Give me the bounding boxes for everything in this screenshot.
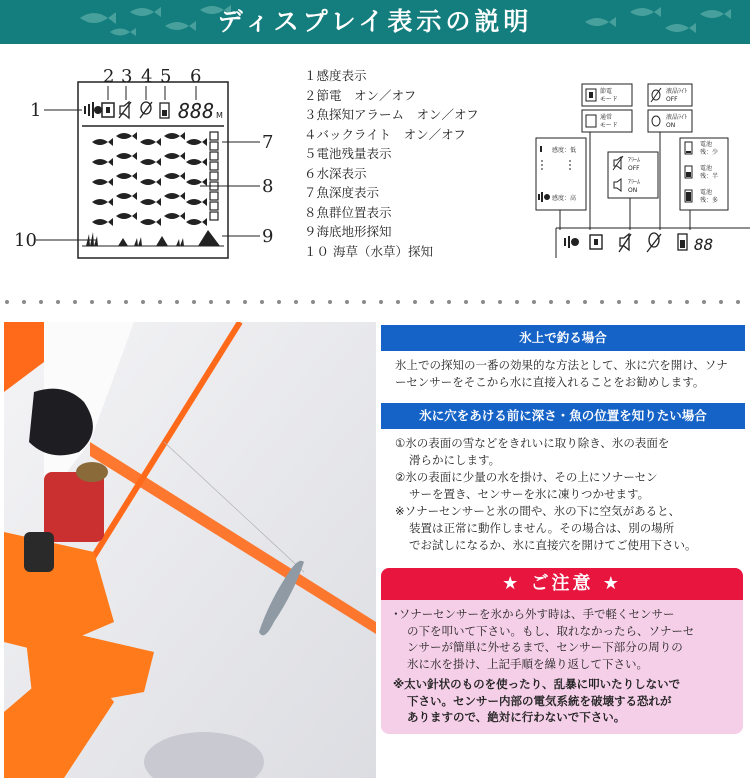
svg-text:節電: 節電: [600, 88, 613, 95]
svg-text:残：多: 残：多: [700, 197, 719, 204]
callout-8: 8: [262, 176, 274, 197]
legend-item: ８魚群位置表示: [304, 204, 392, 220]
lcd-display-diagram: [0, 60, 290, 275]
icon-status-diagram: [530, 80, 750, 265]
caution-warning: 下さい。センサー内部の電気系統を破壊する恐れが: [407, 693, 672, 708]
callout-5: 5: [160, 66, 172, 87]
caution-warning: ※太い針状のものを使ったり、乱暴に叩いたりしないで: [393, 677, 681, 691]
step-1-cont: 滑らかにします。: [409, 453, 501, 467]
note-cont-1: 装置は正常に動作しません。その場合は、別の場所: [409, 521, 675, 535]
caution-line: 氷に水を掛け、上記手順を繰り返して下さい。: [407, 656, 649, 671]
svg-text:通常: 通常: [600, 114, 613, 121]
svg-text:モード: モード: [600, 96, 618, 103]
caution-box: [381, 568, 743, 734]
callout-3: 3: [121, 66, 133, 87]
svg-text:電池: 電池: [700, 141, 713, 148]
step-2: ②氷の表面に少量の水を掛け、その上にソナーセン: [395, 470, 658, 484]
depth-readout: 888: [178, 99, 215, 123]
caution-title: ★ ご注意 ★: [381, 568, 743, 600]
legend-item: ７魚深度表示: [304, 185, 380, 200]
ice-fishing-photo: [4, 322, 376, 778]
caution-warning: ありますので、絶対に行わないで下さい。: [407, 710, 626, 724]
svg-text:ｱﾗｰﾑ: ｱﾗｰﾑ: [628, 157, 641, 164]
svg-text:感度：低: 感度：低: [552, 147, 577, 154]
svg-text:電池: 電池: [700, 165, 713, 172]
callout-1: 1: [30, 100, 42, 121]
note-cont-2: でお試しになるか、氷に直接穴を開けてご使用下さい。: [409, 538, 697, 552]
callout-4: 4: [141, 66, 153, 87]
legend-item: ６水深表示: [304, 165, 367, 181]
display-legend: [304, 66, 534, 261]
section-before-drilling-header: 氷に穴をあける前に深さ・魚の位置を知りたい場合: [381, 403, 745, 429]
svg-text:OFF: OFF: [628, 165, 640, 172]
callout-6: 6: [190, 66, 202, 87]
step-2-cont: サーを置き、センサーを氷に凍りつかせます。: [409, 487, 650, 501]
svg-text:電池: 電池: [700, 189, 713, 196]
svg-text:液晶ﾗｲﾄ: 液晶ﾗｲﾄ: [666, 88, 688, 95]
depth-unit: M: [216, 111, 223, 120]
legend-item: ４バックライト オン／オフ: [304, 126, 466, 142]
legend-item: ９海底地形探知: [304, 224, 392, 239]
svg-text:ON: ON: [628, 187, 638, 194]
note: ※ソナーセンサーと氷の間や、氷の下に空気があると、: [395, 504, 681, 518]
svg-text:残：半: 残：半: [700, 173, 719, 180]
callout-9: 9: [262, 226, 274, 247]
callout-2: 2: [103, 66, 115, 87]
caution-line: ンサーが簡単に外せるまで、センサー下部分の周りの: [407, 640, 683, 654]
section-ice-fishing-header: 氷上で釣る場合: [381, 325, 745, 351]
dotted-divider: [4, 299, 746, 305]
legend-item: ２節電 オン／オフ: [304, 87, 417, 103]
svg-text:ｱﾗｰﾑ: ｱﾗｰﾑ: [628, 179, 641, 186]
page-title: ディスプレイ表示の説明: [217, 7, 533, 36]
svg-text:88: 88: [694, 235, 714, 254]
legend-item: ３魚探知アラーム オン／オフ: [304, 107, 479, 122]
svg-text:ON: ON: [666, 122, 676, 129]
instructions-column: [381, 325, 745, 734]
caution-line: ･ソナーセンサーを氷から外す時は、手で軽くセンサー: [393, 607, 675, 621]
svg-text:液晶ﾗｲﾄ: 液晶ﾗｲﾄ: [666, 114, 688, 121]
svg-text:残：少: 残：少: [700, 149, 719, 156]
legend-item: ５電池残量表示: [304, 146, 392, 161]
svg-text:モード: モード: [600, 122, 618, 129]
section-before-drilling-body: [381, 429, 745, 562]
svg-text:OFF: OFF: [666, 96, 678, 103]
svg-text:感度：高: 感度：高: [552, 195, 577, 202]
caution-body: [381, 600, 743, 734]
caution-line: の下を叩いて下さい。もし、取れなかったら、ソナーセ: [407, 623, 695, 638]
section-ice-fishing-text: 氷上での探知の一番の効果的な方法として、氷に穴を開け、ソナーセンサーをそこから水に直接入れることをお勧めします。: [395, 358, 728, 389]
section-ice-fishing-body: [381, 351, 745, 399]
step-1: ①氷の表面の雪などをきれいに取り除き、氷の表面を: [395, 436, 670, 450]
callout-10: 10: [14, 230, 37, 251]
header-banner: [0, 0, 750, 44]
callout-7: 7: [262, 132, 274, 153]
legend-item: １感度表示: [304, 68, 367, 83]
legend-item: １０ 海草（水草）探知: [304, 243, 433, 259]
